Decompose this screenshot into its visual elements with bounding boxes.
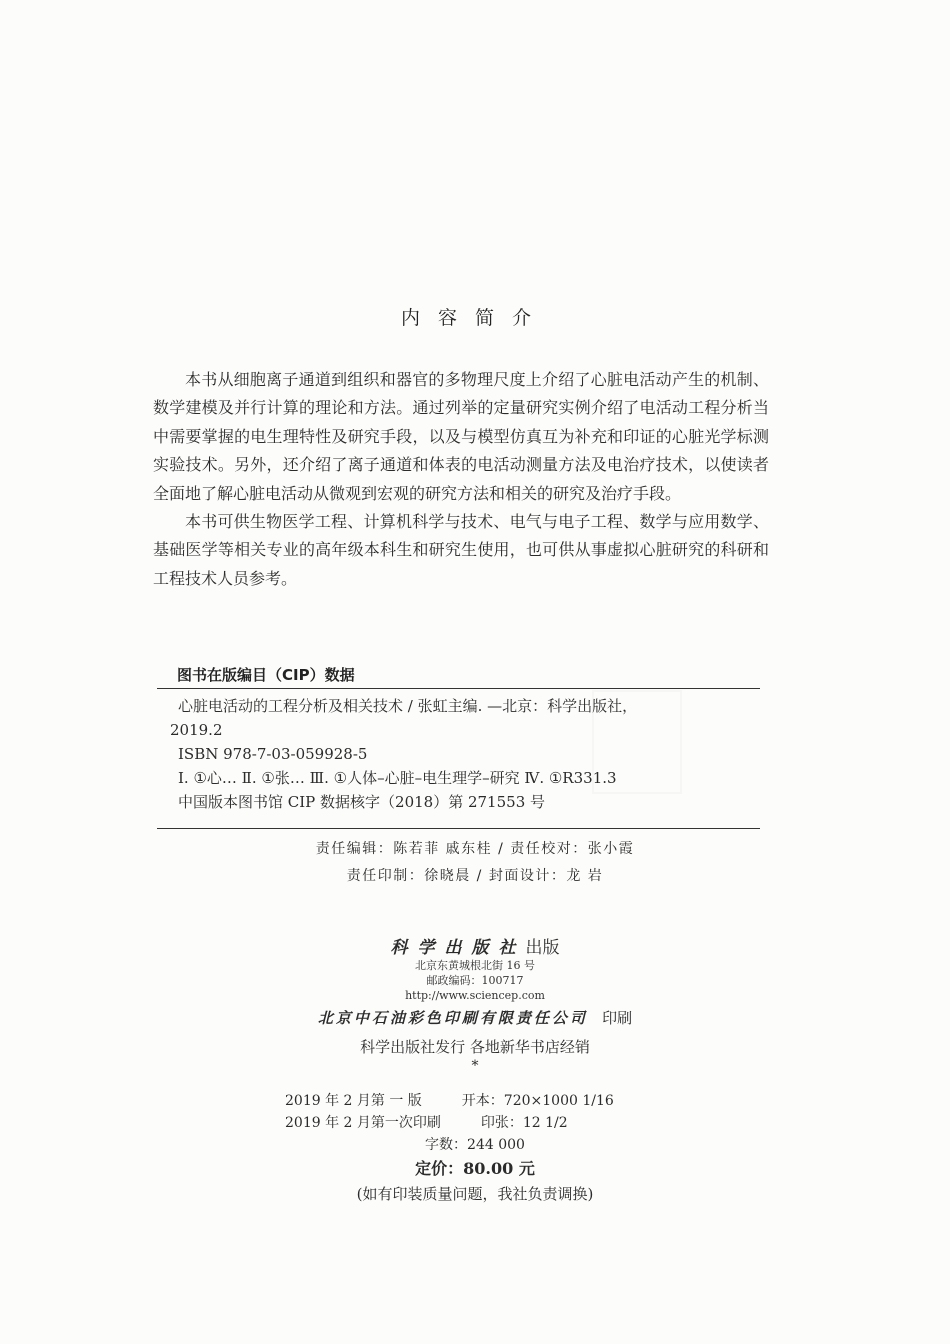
cip-date-line: 2019.2 — [170, 721, 223, 739]
abstract-paragraph-2: 本书可供生物医学工程、计算机科学与技术、电气与电子工程、数学与应用数学、基础医学等相关专业的高年级本科生和研究生使用，也可供从事虚拟心脏研究的科研和工程技术人员参考。 — [153, 512, 769, 588]
cip-title: 图书在版编目（CIP）数据 — [177, 666, 355, 684]
publisher-name-line — [0, 938, 950, 958]
publisher-url: http://www.sciencep.com — [405, 989, 545, 1002]
sheets-info: 印张：12 1/2 — [480, 1115, 568, 1131]
specs-row-1 — [285, 1090, 614, 1112]
credits-line-2: 责任印制：徐晓晨 / 封面设计：龙 岩 — [346, 868, 604, 884]
abstract-paragraph-1: 本书从细胞离子通道到组织和器官的多物理尺度上介绍了心脏电活动产生的机制、数学建模及并行计算的理论和方法。通过列举的定量研究实例介绍了电活动工程分析当中需要掌握的电生理特性及研究手段，以及与模型仿真互为补充和印证的心脏光学标测实验技术。另外，还介绍了离子通道和体表的电活动测量方法及电治疗技术，以使读者全面地了解心脏电活动从微观到宏观的研究方法和相关的研究及治疗手段。 — [153, 370, 769, 503]
publisher-suffix: 出版 — [525, 938, 560, 958]
printer-name: 北京中石油彩色印刷有限责任公司 — [317, 1009, 588, 1027]
format-info: 开本：720×1000 1/16 — [461, 1093, 614, 1109]
cip-classification: Ⅰ. ①心… Ⅱ. ①张… Ⅲ. ①人体–心脏–电生理学–研究 Ⅳ. ①R331.3 — [178, 769, 617, 787]
cip-bottom-rule — [157, 828, 760, 829]
printer-suffix: 印刷 — [602, 1009, 633, 1027]
publisher-block — [0, 938, 950, 1073]
specs-row-2 — [285, 1112, 614, 1134]
publisher-postcode: 邮政编码：100717 — [426, 974, 524, 987]
publisher-name: 科学出版社 — [390, 938, 526, 958]
abstract-heading: 内容简介 — [400, 307, 549, 329]
cip-top-rule — [157, 688, 760, 689]
publisher-address: 北京东黄城根北街 16 号 — [415, 959, 535, 972]
price: 定价：80.00 元 — [415, 1159, 535, 1178]
printer-line — [0, 1007, 950, 1029]
quality-note: (如有印装质量问题，我社负责调换) — [356, 1185, 594, 1203]
distribution-line: 科学出版社发行 各地新华书店经销 — [360, 1038, 590, 1056]
abstract-body — [153, 366, 769, 593]
print-specs — [285, 1090, 614, 1134]
editorial-credits — [0, 836, 950, 890]
credits-line-1: 责任编辑：陈若菲 戚东桂 / 责任校对：张小霞 — [315, 841, 635, 857]
edition-info: 2019 年 2 月第 一 版 — [285, 1093, 422, 1109]
word-count: 字数：244 000 — [425, 1137, 525, 1153]
separator-star: * — [471, 1058, 479, 1074]
cip-data-block — [170, 694, 760, 814]
cip-verification: 中国版本图书馆 CIP 数据核字（2018）第 271553 号 — [178, 793, 546, 811]
printing-info: 2019 年 2 月第一次印刷 — [285, 1115, 441, 1131]
cip-isbn: ISBN 978-7-03-059928-5 — [178, 745, 368, 763]
cip-bibliographic-line: 心脏电活动的工程分析及相关技术 / 张虹主编. —北京：科学出版社， — [178, 697, 638, 715]
